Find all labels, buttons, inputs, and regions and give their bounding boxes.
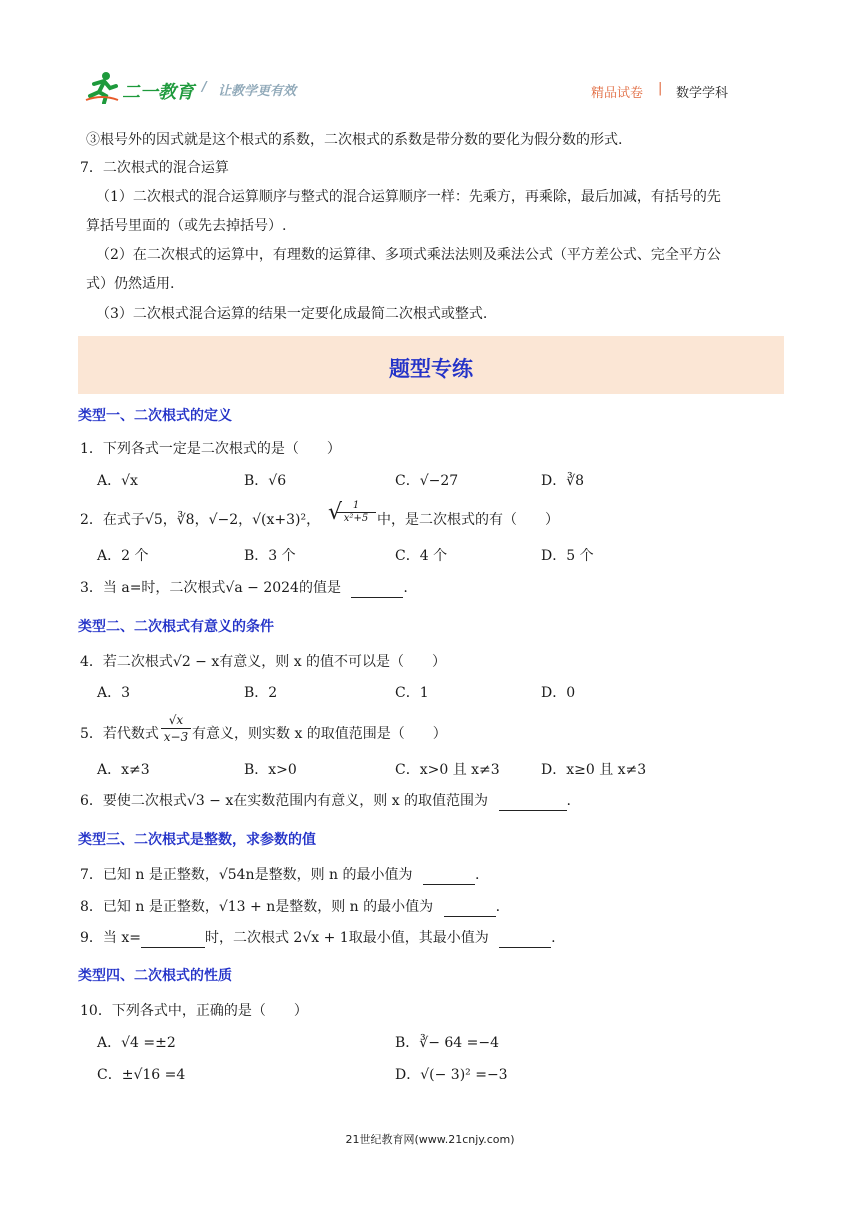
section-title-1: 类型一、二次根式的定义 xyxy=(78,408,232,424)
q9-stem xyxy=(80,928,556,948)
section-title-3: 类型三、二次根式是整数，求参数的值 xyxy=(78,832,316,848)
q7-stem xyxy=(80,865,479,885)
q4-option-c: C．1 xyxy=(395,685,429,701)
item7-paragraph-2b: 式）仍然适用. xyxy=(86,276,175,292)
q3-stem-text: 3．当 a=时，二次根式√a − 2024的值是 xyxy=(80,580,341,596)
q4-option-d: D．0 xyxy=(541,685,576,701)
q9-answer-blank-1[interactable] xyxy=(141,933,205,948)
q4-option-a: A．3 xyxy=(97,685,131,701)
item7-paragraph-1b: 算括号里面的（或先去掉括号）. xyxy=(86,218,287,234)
q5-option-b: B．x>0 xyxy=(244,762,297,778)
q5-fraction-denominator: x−3 xyxy=(163,730,189,744)
item7-paragraph-3: （3）二次根式混合运算的结果一定要化成最简二次根式或整式. xyxy=(96,306,488,322)
q2-option-b: B．3 个 xyxy=(244,548,296,564)
header-divider: | xyxy=(658,81,663,96)
q9-stem-text-a: 9．当 x= xyxy=(80,930,141,946)
q3-stem xyxy=(80,578,408,598)
header-logo xyxy=(84,70,196,104)
q8-answer-blank[interactable] xyxy=(444,902,496,917)
q2-sqrt-sign-icon: √ xyxy=(328,500,343,525)
item7-paragraph-1a: （1）二次根式的混合运算顺序与整式的混合运算顺序一样：先乘方，再乘除，最后加减，有括号的先 xyxy=(96,189,721,205)
q2-fraction-denominator: x²+5 xyxy=(343,513,369,524)
q2-option-a: A．2 个 xyxy=(97,548,149,564)
exercise-banner xyxy=(78,336,784,394)
q7-stem-end: . xyxy=(474,867,480,883)
q5-option-a: A．x≠3 xyxy=(97,762,150,778)
section-title-2: 类型二、二次根式有意义的条件 xyxy=(78,619,274,635)
q9-stem-text-b: 时，二次根式 2√x + 1取最小值，其最小值为 xyxy=(204,930,489,946)
item7-paragraph-2a: （2）在二次根式的运算中，有理数的运算律、多项式乘法法则及乘法公式（平方差公式、完全平方公 xyxy=(96,247,721,263)
q6-stem xyxy=(80,791,571,811)
q5-stem-pre: 5．若代数式 xyxy=(80,726,159,742)
q5-stem-post: 有意义，则实数 x 的取值范围是（ ） xyxy=(192,726,447,742)
q7-stem-text: 7．已知 n 是正整数，√54n是整数，则 n 的最小值为 xyxy=(80,867,413,883)
header-badge: 精品试卷 xyxy=(591,86,644,101)
q2-option-c: C．4 个 xyxy=(395,548,448,564)
q4-stem: 4．若二次根式√2 − x有意义，则 x 的值不可以是（ ） xyxy=(80,654,447,670)
q1-option-c: C．√−27 xyxy=(395,473,459,489)
q3-answer-blank[interactable] xyxy=(351,583,403,598)
q10-option-d: D．√(− 3)² =−3 xyxy=(395,1067,508,1083)
q10-option-c: C．±√16 =4 xyxy=(97,1067,186,1083)
q2-stem-pre: 2．在式子√5，∛8，√−2，√(x+3)²， xyxy=(80,512,321,528)
item7-title: 7．二次根式的混合运算 xyxy=(80,160,229,176)
q6-stem-text: 6．要使二次根式√3 − x在实数范围内有意义，则 x 的取值范围为 xyxy=(80,793,489,809)
q2-option-d: D．5 个 xyxy=(541,548,594,564)
q1-option-b: B．√6 xyxy=(244,473,287,489)
section-title-4: 类型四、二次根式的性质 xyxy=(78,968,232,984)
q9-answer-blank-2[interactable] xyxy=(499,933,551,948)
q6-stem-end: . xyxy=(566,793,571,809)
q2-stem-post: 中，是二次根式的有（ ） xyxy=(377,512,559,528)
q8-stem-end: . xyxy=(495,899,501,915)
q10-option-b: B．∛− 64 =−4 xyxy=(395,1035,500,1051)
q5-fraction-numerator: √x xyxy=(161,712,191,729)
q5-fraction xyxy=(161,712,191,745)
q1-option-d: D．∛8 xyxy=(541,473,585,489)
q9-stem-end: . xyxy=(551,930,556,946)
q2-fraction xyxy=(328,500,376,525)
page-footer: 21世纪教育网(www.21cnjy.com) xyxy=(345,1133,515,1146)
q5-option-d: D．x≥0 且 x≠3 xyxy=(541,762,647,778)
q1-stem: 1．下列各式一定是二次根式的是（ ） xyxy=(80,441,341,457)
q8-stem-text: 8．已知 n 是正整数，√13 + n是整数，则 n 的最小值为 xyxy=(80,899,434,915)
q6-answer-blank[interactable] xyxy=(499,796,567,811)
q2-fraction-numerator: 1 xyxy=(336,500,376,513)
q1-option-a: A．√x xyxy=(97,473,138,489)
q10-stem: 10．下列各式中，正确的是（ ） xyxy=(80,1003,308,1019)
note-line-3: ③根号外的因式就是这个根式的系数，二次根式的系数是带分数的要化为假分数的形式. xyxy=(86,132,623,148)
q7-answer-blank[interactable] xyxy=(423,870,475,885)
banner-title: 题型专练 xyxy=(389,357,473,381)
logo-text: 二一教育 xyxy=(122,82,194,103)
runner-logo-icon xyxy=(84,70,120,104)
header-subject: 数学学科 xyxy=(676,86,729,101)
q3-stem-end: . xyxy=(403,580,408,596)
header-separator: / xyxy=(202,80,207,95)
q4-option-b: B．2 xyxy=(244,685,278,701)
q5-option-c: C．x>0 且 x≠3 xyxy=(395,762,500,778)
header-slogan: 让教学更有效 xyxy=(218,84,297,99)
q8-stem xyxy=(80,897,500,917)
q10-option-a: A．√4 =±2 xyxy=(97,1035,176,1051)
